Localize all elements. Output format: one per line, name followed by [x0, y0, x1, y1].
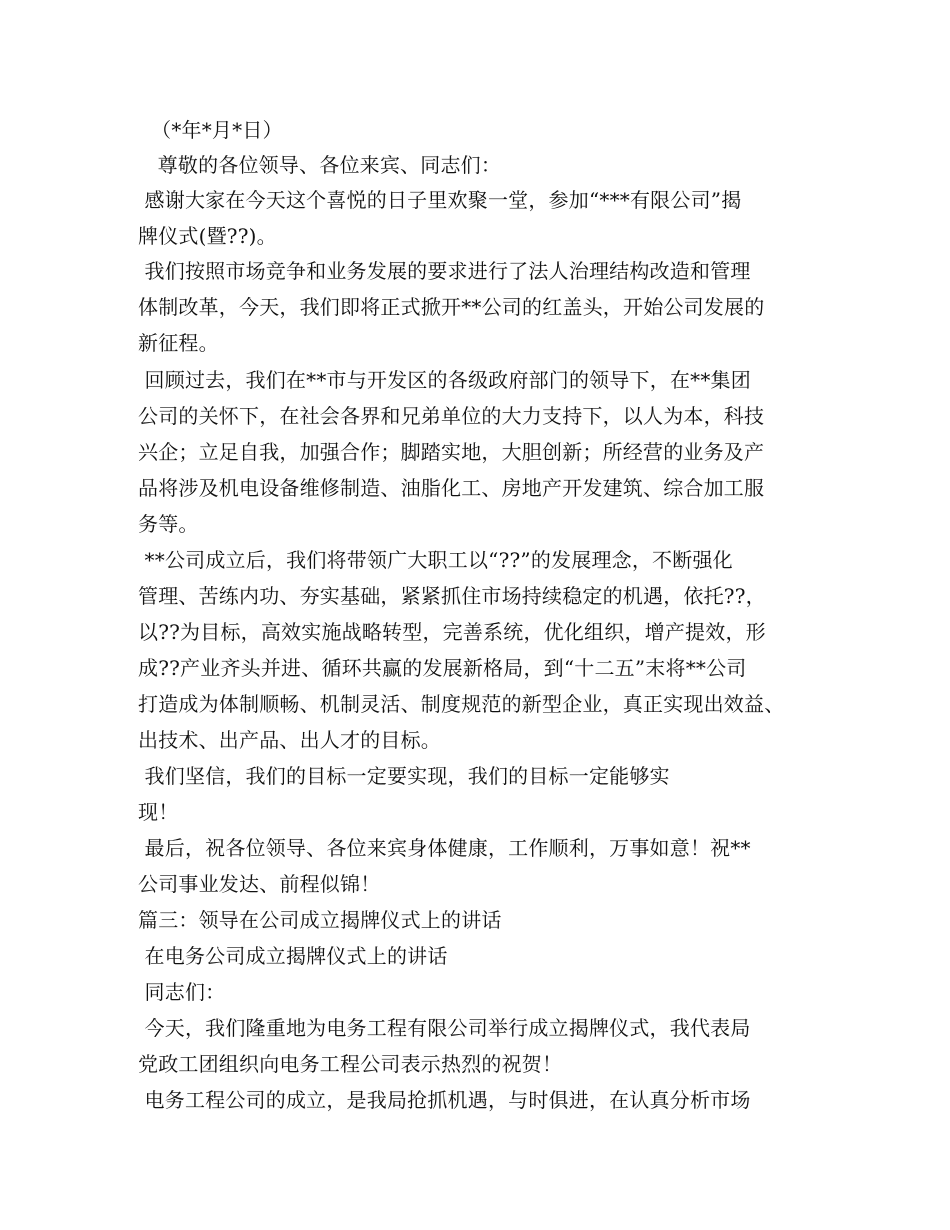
text-line: 现！	[138, 800, 179, 824]
text-line: 党政工团组织向电务工程公司表示热烈的祝贺！	[138, 1052, 563, 1076]
date-line: （*年*月*日）	[138, 118, 283, 142]
text-line: 兴企；立足自我，加强合作；脚踏实地，大胆创新；所经营的业务及产	[138, 440, 765, 464]
text-line: 务等。	[138, 512, 199, 536]
text-line: 公司的关怀下，在社会各界和兄弟单位的大力支持下，以人为本，科技	[138, 404, 765, 428]
text-line: 我们按照市场竞争和业务发展的要求进行了法人治理结构改造和管理	[138, 259, 751, 283]
text-line: 我们坚信，我们的目标一定要实现，我们的目标一定能够实	[138, 764, 670, 788]
text-line: 今天，我们隆重地为电务工程有限公司举行成立揭牌仪式，我代表局	[138, 1016, 751, 1040]
text-line: 打造成为体制顺畅、机制灵活、制度规范的新型企业，真正实现出效益、	[138, 692, 785, 716]
text-line: 公司事业发达、前程似锦！	[138, 872, 381, 896]
text-line: 新征程。	[138, 331, 219, 355]
section-heading: 篇三：领导在公司成立揭牌仪式上的讲话	[138, 908, 502, 932]
salutation-line: 尊敬的各位领导、各位来宾、同志们：	[138, 153, 502, 177]
text-line: 回顾过去，我们在**市与开发区的各级政府部门的领导下，在**集团	[138, 368, 751, 392]
text-line: 体制改革，今天，我们即将正式掀开**公司的红盖头，开始公司发展的	[138, 295, 765, 319]
text-line: 出技术、出产品、出人才的目标。	[138, 728, 441, 752]
text-line: **公司成立后，我们将带领广大职工以“??”的发展理念，不断强化	[138, 548, 733, 572]
text-line: 管理、苦练内功、夯实基础，紧紧抓住市场持续稳定的机遇，依托??，	[138, 584, 766, 608]
speech-title: 在电务公司成立揭牌仪式上的讲话	[138, 944, 448, 968]
text-line: 最后，祝各位领导、各位来宾身体健康，工作顺利，万事如意！祝**	[138, 836, 751, 860]
text-line: 品将涉及机电设备维修制造、油脂化工、房地产开发建筑、综合加工服	[138, 476, 765, 500]
text-line: 电务工程公司的成立，是我局抢抓机遇，与时俱进，在认真分析市场	[138, 1088, 751, 1112]
text-line: 以??为目标，高效实施战略转型，完善系统，优化组织，增产提效，形	[138, 620, 766, 644]
text-line: 牌仪式(暨??)。	[138, 224, 277, 248]
text-line: 感谢大家在今天这个喜悦的日子里欢聚一堂，参加“***有限公司”揭	[138, 188, 742, 212]
text-line: 成??产业齐头并进、循环共赢的发展新格局，到“十二五”末将**公司	[138, 656, 747, 680]
salutation-line: 同志们：	[138, 980, 226, 1004]
